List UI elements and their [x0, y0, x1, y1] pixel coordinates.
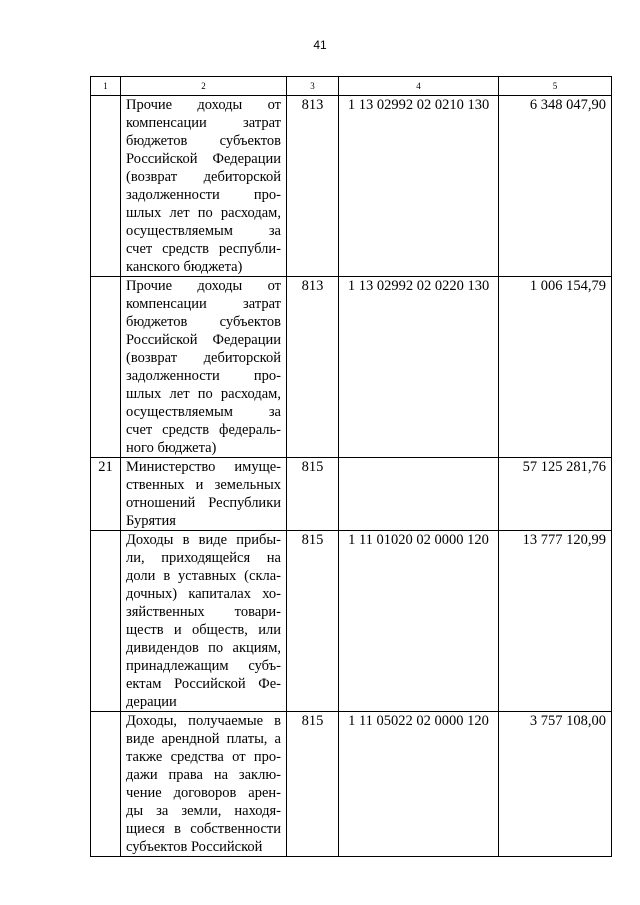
budget-classification-code-cell: 1 13 02992 02 0220 130	[339, 277, 499, 458]
budget-classification-code-cell: 1 11 05022 02 0000 120	[339, 712, 499, 857]
table-row	[91, 96, 612, 277]
revenue-name-cell	[121, 712, 287, 857]
header-cell-4: 4	[339, 77, 499, 96]
revenue-name-line: дочных) капиталах хо-	[126, 586, 281, 602]
revenue-name-cell	[121, 96, 287, 277]
revenue-name-line: Прочие доходы от	[126, 278, 281, 294]
revenue-name-line: счет средств федераль-	[126, 422, 281, 438]
administrator-code-cell: 813	[287, 96, 339, 277]
header-cell-3: 3	[287, 77, 339, 96]
revenue-name-line: Доходы в виде прибы-	[126, 532, 281, 548]
revenue-name-line: задолженности про-	[126, 187, 281, 203]
revenue-name-line: Российской Федерации	[126, 151, 281, 167]
table-row	[91, 531, 612, 712]
revenue-name-line: зяйственных товари-	[126, 604, 281, 620]
revenue-name-line: дивидендов по акциям,	[126, 640, 281, 656]
revenue-name-cell	[121, 277, 287, 458]
table-row	[91, 277, 612, 458]
row-number-cell	[91, 277, 121, 458]
revenue-name-line: ектам Российской Фе-	[126, 676, 281, 692]
header-cell-2: 2	[121, 77, 287, 96]
revenue-name-line: бюджетов субъектов	[126, 314, 281, 330]
row-number-cell	[91, 531, 121, 712]
revenue-name-line: бюджетов субъектов	[126, 133, 281, 149]
amount-cell: 1 006 154,79	[499, 277, 612, 458]
revenue-name-line: принадлежащим субъ-	[126, 658, 281, 674]
amount-cell: 57 125 281,76	[499, 458, 612, 531]
revenue-name-line: ществ и обществ, или	[126, 622, 281, 638]
revenue-name-line: Доходы, получаемые в	[126, 713, 281, 729]
revenue-name-line: ли, приходящейся на	[126, 550, 281, 566]
revenue-name-line: компенсации затрат	[126, 296, 281, 312]
revenue-name-line: виде арендной платы, а	[126, 731, 281, 747]
revenue-name-line: ного бюджета)	[126, 440, 217, 456]
revenue-name-line: отношений Республики	[126, 495, 281, 511]
administrator-code-cell: 815	[287, 712, 339, 857]
revenue-name-line: доли в уставных (скла-	[126, 568, 281, 584]
row-number-cell	[91, 712, 121, 857]
revenue-name-line: (возврат дебиторской	[126, 169, 281, 185]
table-row	[91, 458, 612, 531]
revenue-name-line: осуществляемым за	[126, 404, 281, 420]
revenue-name-line: дерации	[126, 694, 177, 710]
revenue-name-line: Прочие доходы от	[126, 97, 281, 113]
table-row	[91, 712, 612, 857]
revenue-name-cell	[121, 531, 287, 712]
amount-cell: 6 348 047,90	[499, 96, 612, 277]
revenue-name-line: Российской Федерации	[126, 332, 281, 348]
revenue-name-line: чение договоров арен-	[126, 785, 281, 801]
budget-revenue-table	[90, 76, 612, 857]
revenue-name-line: задолженности про-	[126, 368, 281, 384]
revenue-name-line: щиеся в собственности	[126, 821, 281, 837]
revenue-name-line: Министерство имуще-	[126, 459, 281, 475]
revenue-name-line: дажи права на заклю-	[126, 767, 281, 783]
revenue-name-line: ды за земли, находя-	[126, 803, 281, 819]
administrator-code-cell: 813	[287, 277, 339, 458]
revenue-name-line: ственных и земельных	[126, 477, 281, 493]
revenue-name-line: компенсации затрат	[126, 115, 281, 131]
revenue-name-line: канского бюджета)	[126, 259, 243, 275]
header-cell-1: 1	[91, 77, 121, 96]
revenue-name-line: Бурятия	[126, 513, 176, 529]
amount-cell: 13 777 120,99	[499, 531, 612, 712]
amount-cell: 3 757 108,00	[499, 712, 612, 857]
revenue-name-line: (возврат дебиторской	[126, 350, 281, 366]
revenue-name-line: шлых лет по расходам,	[126, 386, 281, 402]
row-number-cell	[91, 96, 121, 277]
revenue-name-line: субъектов Российской	[126, 839, 263, 855]
row-number-cell: 21	[91, 458, 121, 531]
budget-classification-code-cell	[339, 458, 499, 531]
header-cell-5: 5	[499, 77, 612, 96]
revenue-name-line: шлых лет по расходам,	[126, 205, 281, 221]
administrator-code-cell: 815	[287, 458, 339, 531]
administrator-code-cell: 815	[287, 531, 339, 712]
header-row	[91, 77, 612, 96]
page-number: 41	[313, 38, 327, 52]
revenue-name-cell	[121, 458, 287, 531]
budget-classification-code-cell: 1 13 02992 02 0210 130	[339, 96, 499, 277]
revenue-name-line: также средства от про-	[126, 749, 281, 765]
revenue-name-line: осуществляемым за	[126, 223, 281, 239]
budget-classification-code-cell: 1 11 01020 02 0000 120	[339, 531, 499, 712]
revenue-name-line: счет средств республи-	[126, 241, 281, 257]
